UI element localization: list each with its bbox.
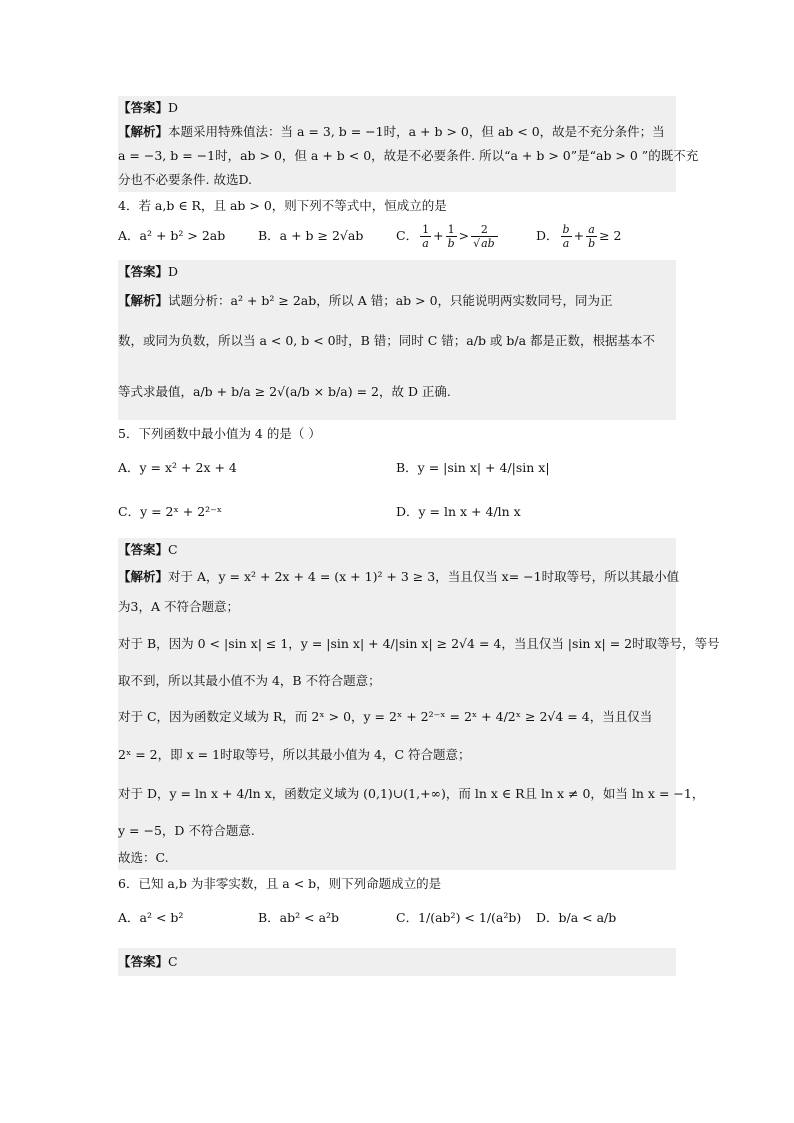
answer-value: C	[168, 954, 178, 969]
answer-line	[118, 260, 676, 284]
analysis-line-6: 2ˣ = 2，即 x = 1时取等号，所以其最小值为 4，C 符合题意；	[118, 747, 471, 762]
answer-line	[118, 948, 676, 976]
question-5-options-row-1	[118, 446, 676, 490]
option-b: B．a + b ≥ 2√ab	[258, 228, 364, 243]
analysis-line-5: 对于 C，因为函数定义域为 R，而 2ˣ > 0，y = 2ˣ + 2²⁻ˣ = 2ˣ + 4/2ˣ ≥ 2√4 = 4，当且仅当	[118, 709, 653, 724]
question-4-stem: 4．若 a,b ∈ R，且 ab > 0，则下列不等式中，恒成立的是	[118, 198, 447, 213]
analysis-line-7: 对于 D，y = ln x + 4/ln x，函数定义域为 (0,1)∪(1,+∞)，而 ln x ∈ R且 ln x ≠ 0，如当 ln x = −1，	[118, 786, 705, 801]
question-4-options	[118, 218, 676, 254]
analysis-line-2: a = −3, b = −1时，ab > 0，但 a + b < 0，故是不必要条件. 所以“a + b > 0”是“ab > 0 ”的既不充	[118, 148, 699, 163]
document-page	[118, 96, 720, 976]
answer-line	[118, 96, 676, 120]
option-c-prefix: C．	[396, 228, 419, 243]
option-d: D．b/a < a/b	[536, 910, 617, 925]
analysis-label: 【解析】	[118, 569, 169, 584]
answer-block-q3	[118, 96, 699, 192]
answer-label: 【答案】	[118, 542, 169, 557]
analysis-label: 【解析】	[118, 124, 169, 139]
option-b: B．ab² < a²b	[258, 910, 340, 925]
analysis-line-8: y = −5，D 不符合题意.	[118, 823, 255, 838]
answer-block-q6	[118, 948, 676, 976]
option-a: A．a² < b²	[118, 910, 184, 925]
answer-block-q4	[118, 260, 676, 420]
answer-label: 【答案】	[118, 100, 169, 115]
question-6-stem: 6．已知 a,b 为非零实数，且 a < b，则下列命题成立的是	[118, 876, 442, 891]
answer-block-q5	[118, 538, 720, 870]
analysis-line-9: 故选：C.	[118, 850, 169, 865]
analysis-text: 试题分析：a² + b² ≥ 2ab，所以 A 错；ab > 0，只能说明两实数同号，同为正	[168, 293, 613, 308]
answer-label: 【答案】	[118, 264, 169, 279]
option-b: B．y = |sin x| + 4/|sin x|	[396, 460, 550, 475]
analysis-text: 对于 A，y = x² + 2x + 4 = (x + 1)² + 3 ≥ 3，当且仅当 x= −1时取等号，所以其最小值	[168, 569, 680, 584]
question-5-options-row-2	[118, 490, 676, 534]
option-c: C．y = 2ˣ + 2²⁻ˣ	[118, 504, 223, 519]
analysis-line-2: 数，或同为负数，所以当 a < 0, b < 0时，B 错；同时 C 错；a/b 或 b/a 都是正数，根据基本不	[118, 333, 656, 348]
answer-value: D	[168, 264, 179, 279]
option-d-prefix: D．	[536, 228, 559, 243]
answer-label: 【答案】	[118, 954, 169, 969]
analysis-line-3: 分也不必要条件. 故选D.	[118, 172, 252, 187]
answer-value: C	[168, 542, 178, 557]
option-c: C．1/(ab²) < 1/(a²b)	[396, 910, 522, 925]
option-d: D．y = ln x + 4/ln x	[396, 504, 521, 519]
answer-value: D	[168, 100, 179, 115]
analysis-line-1	[118, 120, 676, 144]
option-a: A．y = x² + 2x + 4	[118, 460, 237, 475]
option-c: C． $\frac{1}{a}$ + $\frac{1}{b}$ > $\frac{2}{√ab}$	[396, 218, 500, 254]
option-a: A．a² + b² > 2ab	[118, 228, 226, 243]
analysis-line-1	[118, 562, 680, 592]
analysis-line-3: 对于 B，因为 0 < |sin x| ≤ 1，y = |sin x| + 4/|sin x| ≥ 2√4 = 4，当且仅当 |sin x| = 2时取等号，等号	[118, 636, 720, 651]
answer-line	[118, 538, 676, 562]
analysis-line-1	[118, 284, 676, 318]
question-5-stem: 5．下列函数中最小值为 4 的是（ ）	[118, 426, 321, 441]
analysis-label: 【解析】	[118, 293, 169, 308]
question-6-options	[118, 896, 676, 940]
option-d: D． $\frac{b}{a}$ + $\frac{a}{b}$ ≥ 2	[536, 223, 622, 250]
analysis-text: 本题采用特殊值法：当 a = 3, b = −1时，a + b > 0，但 ab < 0，故是不充分条件；当	[168, 124, 665, 139]
analysis-line-3: 等式求最值，a/b + b/a ≥ 2√(a/b × b/a) = 2，故 D 正确.	[118, 384, 451, 399]
analysis-line-4: 取不到，所以其最小值不为 4，B 不符合题意；	[118, 673, 381, 688]
analysis-line-2: 为3，A 不符合题意；	[118, 599, 239, 614]
